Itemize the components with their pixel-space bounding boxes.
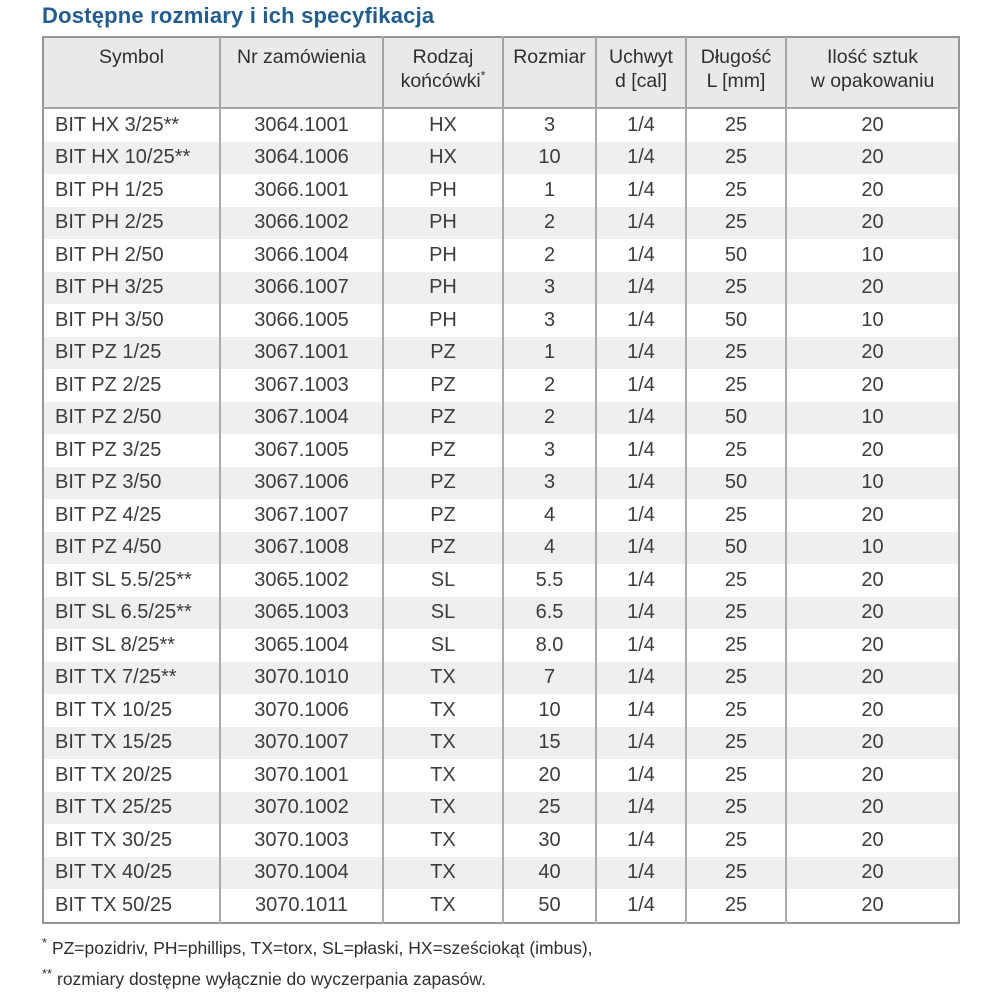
cell: 1/4 [596, 824, 686, 857]
cell: 1/4 [596, 564, 686, 597]
cell: BIT SL 5.5/25** [55, 568, 192, 591]
cell: 25 [686, 272, 786, 305]
cell: 1/4 [596, 889, 686, 923]
cell: 1/4 [596, 337, 686, 370]
table-row [43, 337, 959, 370]
cell: 3 [503, 272, 596, 305]
table-row [43, 662, 959, 695]
cell: 20 [786, 792, 959, 825]
cell: BIT TX 50/25 [55, 893, 173, 916]
cell: 1/4 [596, 142, 686, 175]
cell: 3065.1002 [220, 564, 383, 597]
table-row [43, 727, 959, 760]
cell: 20 [786, 207, 959, 240]
cell: 20 [786, 629, 959, 662]
table-row [43, 694, 959, 727]
cell: 2 [503, 239, 596, 272]
cell: 10 [503, 694, 596, 727]
table-row [43, 304, 959, 337]
cell: 1/4 [596, 792, 686, 825]
spec-table [42, 36, 960, 924]
cell: 10 [786, 532, 959, 565]
column-header: Uchwyt d [cal] [596, 37, 686, 108]
cell: BIT SL 6.5/25** [43, 597, 220, 630]
cell: 3070.1011 [220, 889, 383, 923]
cell: 3067.1006 [220, 467, 383, 500]
cell: 25 [686, 207, 786, 240]
cell: 10 [786, 402, 959, 435]
table-row [43, 239, 959, 272]
cell: BIT PZ 3/50 [43, 467, 220, 500]
column-header: Długość L [mm] [686, 37, 786, 108]
cell: PZ [383, 499, 503, 532]
table-row [43, 824, 959, 857]
cell: SL [383, 597, 503, 630]
cell: 50 [686, 532, 786, 565]
cell: 3067.1003 [220, 369, 383, 402]
cell: 3070.1006 [220, 694, 383, 727]
cell: 25 [686, 727, 786, 760]
cell: 10 [503, 142, 596, 175]
cell: 25 [686, 142, 786, 175]
cell: 20 [786, 694, 959, 727]
cell: 25 [686, 792, 786, 825]
cell: 1/4 [596, 694, 686, 727]
cell: PZ [383, 402, 503, 435]
cell: 10 [786, 467, 959, 500]
cell: 20 [786, 889, 959, 923]
table-header [43, 37, 959, 108]
cell: BIT HX 3/25** [55, 113, 180, 136]
cell: TX [383, 889, 503, 923]
cell: BIT TX 20/25 [55, 763, 173, 786]
cell: 7 [503, 662, 596, 695]
footnote-marker: ** [42, 965, 53, 981]
cell: 3 [503, 434, 596, 467]
cell: 20 [786, 857, 959, 890]
cell: 25 [686, 108, 786, 142]
column-header: Rodzaj końcówki* [383, 37, 503, 108]
cell: BIT TX 40/25 [43, 857, 220, 890]
cell: 1/4 [596, 532, 686, 565]
cell: 50 [686, 467, 786, 500]
cell: 25 [686, 824, 786, 857]
table-row [43, 434, 959, 467]
column-header: Ilość sztuk w opakowaniu [786, 37, 959, 108]
cell: 1/4 [596, 857, 686, 890]
cell: PH [383, 239, 503, 272]
cell: 20 [786, 727, 959, 760]
cell: SL [383, 629, 503, 662]
cell: 3067.1001 [220, 337, 383, 370]
cell: 25 [686, 662, 786, 695]
cell: 3066.1005 [220, 304, 383, 337]
cell: BIT SL 8/25** [55, 633, 176, 656]
cell: BIT PZ 4/50 [43, 532, 220, 565]
footnote-marker: * [42, 934, 48, 950]
cell: HX [383, 142, 503, 175]
cell: 3066.1002 [220, 207, 383, 240]
cell: 3067.1007 [220, 499, 383, 532]
cell: PZ [383, 434, 503, 467]
cell: 1/4 [596, 174, 686, 207]
page-title: Dostępne rozmiary i ich specyfikacja [42, 3, 435, 28]
cell: TX [383, 662, 503, 695]
cell: 3067.1005 [220, 434, 383, 467]
cell: BIT TX 30/25 [55, 828, 173, 851]
cell: 1/4 [596, 369, 686, 402]
cell: BIT PZ 1/25 [43, 337, 220, 370]
cell: BIT TX 7/25** [43, 662, 220, 695]
cell: 25 [686, 694, 786, 727]
cell: 3070.1002 [220, 792, 383, 825]
cell: 20 [786, 499, 959, 532]
cell: BIT PH 3/25 [43, 272, 220, 305]
cell: BIT PZ 3/25 [55, 438, 162, 461]
cell: 25 [686, 629, 786, 662]
cell: 20 [786, 337, 959, 370]
table-row [43, 499, 959, 532]
cell: BIT PZ 4/25 [55, 503, 162, 526]
cell: BIT TX 10/25 [55, 698, 173, 721]
cell: 4 [503, 499, 596, 532]
table-row [43, 889, 959, 923]
table-row [43, 108, 959, 142]
cell: 3070.1010 [220, 662, 383, 695]
cell: 1/4 [596, 597, 686, 630]
cell: 1/4 [596, 239, 686, 272]
cell: 6.5 [503, 597, 596, 630]
cell: 3070.1001 [220, 759, 383, 792]
cell: 25 [686, 499, 786, 532]
cell: 25 [686, 369, 786, 402]
cell: PH [383, 304, 503, 337]
table-row [43, 792, 959, 825]
cell: 20 [786, 662, 959, 695]
table-row [43, 207, 959, 240]
cell: 5.5 [503, 564, 596, 597]
table-row [43, 467, 959, 500]
cell: 1/4 [596, 759, 686, 792]
table-row [43, 402, 959, 435]
cell: PZ [383, 369, 503, 402]
cell: PH [383, 272, 503, 305]
table-row [43, 369, 959, 402]
footnotes [42, 933, 1000, 995]
cell: 4 [503, 532, 596, 565]
cell: 1/4 [596, 467, 686, 500]
cell: 3067.1004 [220, 402, 383, 435]
cell: 40 [503, 857, 596, 890]
cell: TX [383, 857, 503, 890]
cell: PH [383, 207, 503, 240]
cell: BIT PH 2/25 [43, 207, 220, 240]
cell: TX [383, 824, 503, 857]
cell: 3066.1001 [220, 174, 383, 207]
table-row [43, 857, 959, 890]
table-row [43, 532, 959, 565]
cell: 25 [503, 792, 596, 825]
cell: 20 [786, 369, 959, 402]
cell: 3070.1003 [220, 824, 383, 857]
cell: TX [383, 759, 503, 792]
cell: 1/4 [596, 629, 686, 662]
cell: 1/4 [596, 272, 686, 305]
cell: BIT PZ 2/50 [43, 402, 220, 435]
footnote-text: rozmiary dostępne wyłącznie do wyczerpania zapasów. [57, 968, 486, 989]
cell: 2 [503, 207, 596, 240]
cell: 1/4 [596, 727, 686, 760]
cell: 3066.1004 [220, 239, 383, 272]
cell: BIT PH 3/50 [55, 308, 164, 331]
cell: TX [383, 727, 503, 760]
cell: 25 [686, 889, 786, 923]
cell: 25 [686, 564, 786, 597]
cell: 50 [686, 239, 786, 272]
cell: SL [383, 564, 503, 597]
cell: 20 [786, 108, 959, 142]
cell: 3067.1008 [220, 532, 383, 565]
cell: 3065.1003 [220, 597, 383, 630]
cell: 1/4 [596, 108, 686, 142]
cell: 25 [686, 434, 786, 467]
cell: 2 [503, 369, 596, 402]
cell: 3 [503, 108, 596, 142]
cell: 25 [686, 857, 786, 890]
cell: BIT TX 25/25 [43, 792, 220, 825]
cell: 3064.1001 [220, 108, 383, 142]
cell: 1/4 [596, 499, 686, 532]
cell: 20 [786, 272, 959, 305]
cell: BIT PZ 2/25 [55, 373, 162, 396]
cell: BIT TX 15/25 [43, 727, 220, 760]
footnote-text: PZ=pozidriv, PH=phillips, TX=torx, SL=płaski, HX=sześciokąt (imbus), [51, 937, 593, 958]
cell: 25 [686, 174, 786, 207]
cell: 10 [786, 239, 959, 272]
cell: 20 [786, 434, 959, 467]
cell: 25 [686, 759, 786, 792]
cell: 1/4 [596, 304, 686, 337]
cell: 8.0 [503, 629, 596, 662]
cell: 3 [503, 467, 596, 500]
cell: 20 [786, 564, 959, 597]
cell: 1 [503, 337, 596, 370]
cell: 3 [503, 304, 596, 337]
cell: PZ [383, 337, 503, 370]
cell: 15 [503, 727, 596, 760]
column-header: Symbol [43, 37, 220, 108]
cell: 3066.1007 [220, 272, 383, 305]
cell: BIT PH 1/25 [55, 178, 164, 201]
cell: 10 [786, 304, 959, 337]
cell: 3065.1004 [220, 629, 383, 662]
column-header: Rozmiar [503, 37, 596, 108]
cell: 20 [786, 174, 959, 207]
column-header: Nr zamówienia [220, 37, 383, 108]
cell: 1/4 [596, 662, 686, 695]
cell: 50 [686, 304, 786, 337]
cell: 20 [786, 142, 959, 175]
cell: PZ [383, 467, 503, 500]
cell: 30 [503, 824, 596, 857]
cell: 1/4 [596, 434, 686, 467]
cell: TX [383, 792, 503, 825]
cell: 1/4 [596, 402, 686, 435]
cell: 1 [503, 174, 596, 207]
table-row [43, 174, 959, 207]
table-row [43, 597, 959, 630]
cell: PZ [383, 532, 503, 565]
cell: TX [383, 694, 503, 727]
cell: 20 [786, 759, 959, 792]
table-row [43, 272, 959, 305]
cell: HX [383, 108, 503, 142]
cell: 3064.1006 [220, 142, 383, 175]
cell: 1/4 [596, 207, 686, 240]
cell: 20 [503, 759, 596, 792]
table-body [43, 108, 959, 923]
cell: 3070.1004 [220, 857, 383, 890]
cell: 20 [786, 824, 959, 857]
cell: 50 [503, 889, 596, 923]
footnote-single-asterisk [42, 933, 1000, 964]
cell: 2 [503, 402, 596, 435]
cell: 20 [786, 597, 959, 630]
cell: 50 [686, 402, 786, 435]
table-row [43, 629, 959, 662]
cell: 3070.1007 [220, 727, 383, 760]
cell: 25 [686, 597, 786, 630]
footnote-double-asterisk [42, 964, 1000, 995]
cell: 25 [686, 337, 786, 370]
table-row [43, 142, 959, 175]
cell: BIT HX 10/25** [43, 142, 220, 175]
cell: PH [383, 174, 503, 207]
header-row [43, 37, 959, 108]
cell: BIT PH 2/50 [55, 243, 164, 266]
table-row [43, 564, 959, 597]
table-row [43, 759, 959, 792]
